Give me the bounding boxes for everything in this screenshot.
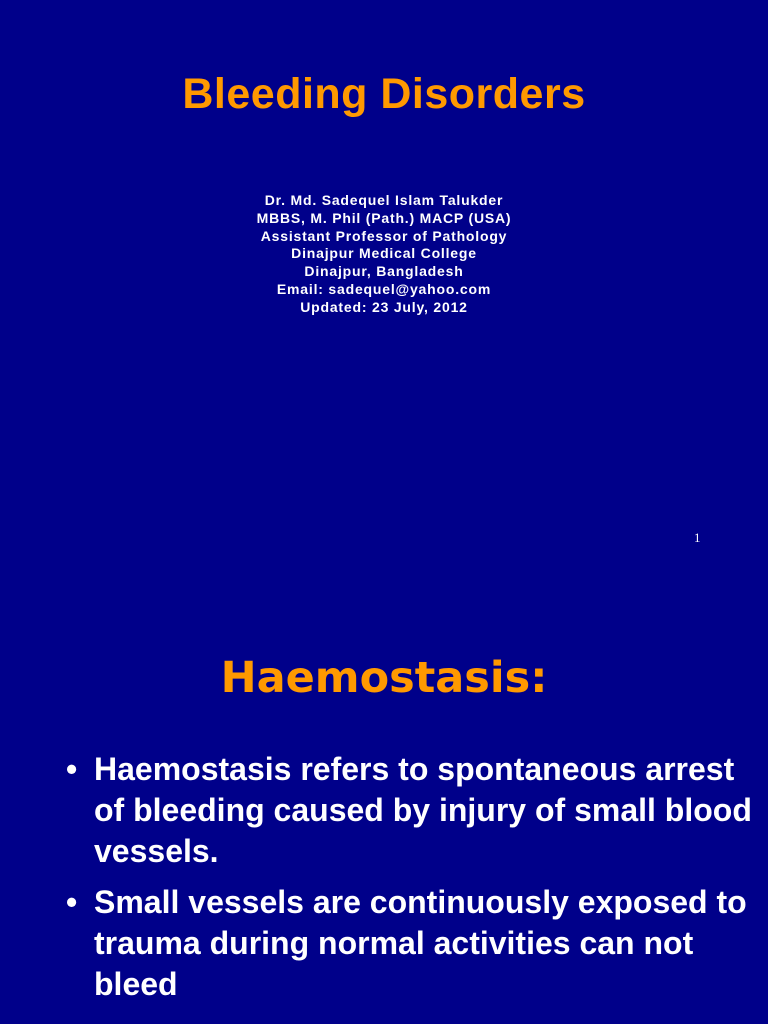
bullet-dot-icon: • xyxy=(66,884,78,920)
bullet-text: Haemostasis refers to spontaneous arrest of bleeding caused by injury of small blood vessels. xyxy=(94,751,752,869)
author-info xyxy=(0,192,768,317)
author-position: Assistant Professor of Pathology xyxy=(260,227,508,244)
slide-title: Haemostasis: xyxy=(220,653,548,703)
author-institution: Dinajpur Medical College xyxy=(291,245,477,262)
author-name: Dr. Md. Sadequel Islam Talukder xyxy=(264,192,504,208)
slide-title: Bleeding Disorders xyxy=(182,70,586,118)
author-email: Email: sadequel@yahoo.com xyxy=(276,280,492,297)
slide-number: 1 xyxy=(694,530,701,545)
bullet-list xyxy=(66,749,756,1015)
bullet-item xyxy=(66,882,756,1005)
bullet-item xyxy=(66,749,756,872)
bullet-dot-icon: • xyxy=(66,751,78,787)
author-location: Dinajpur, Bangladesh xyxy=(304,263,464,280)
updated-date: Updated: 23 July, 2012 xyxy=(300,298,468,315)
author-degrees: MBBS, M. Phil (Path.) MACP (USA) xyxy=(256,209,512,226)
slide-2 xyxy=(0,576,768,1024)
bullet-text: Small vessels are continuously exposed to trauma during normal activities can not bleed xyxy=(94,884,747,1002)
